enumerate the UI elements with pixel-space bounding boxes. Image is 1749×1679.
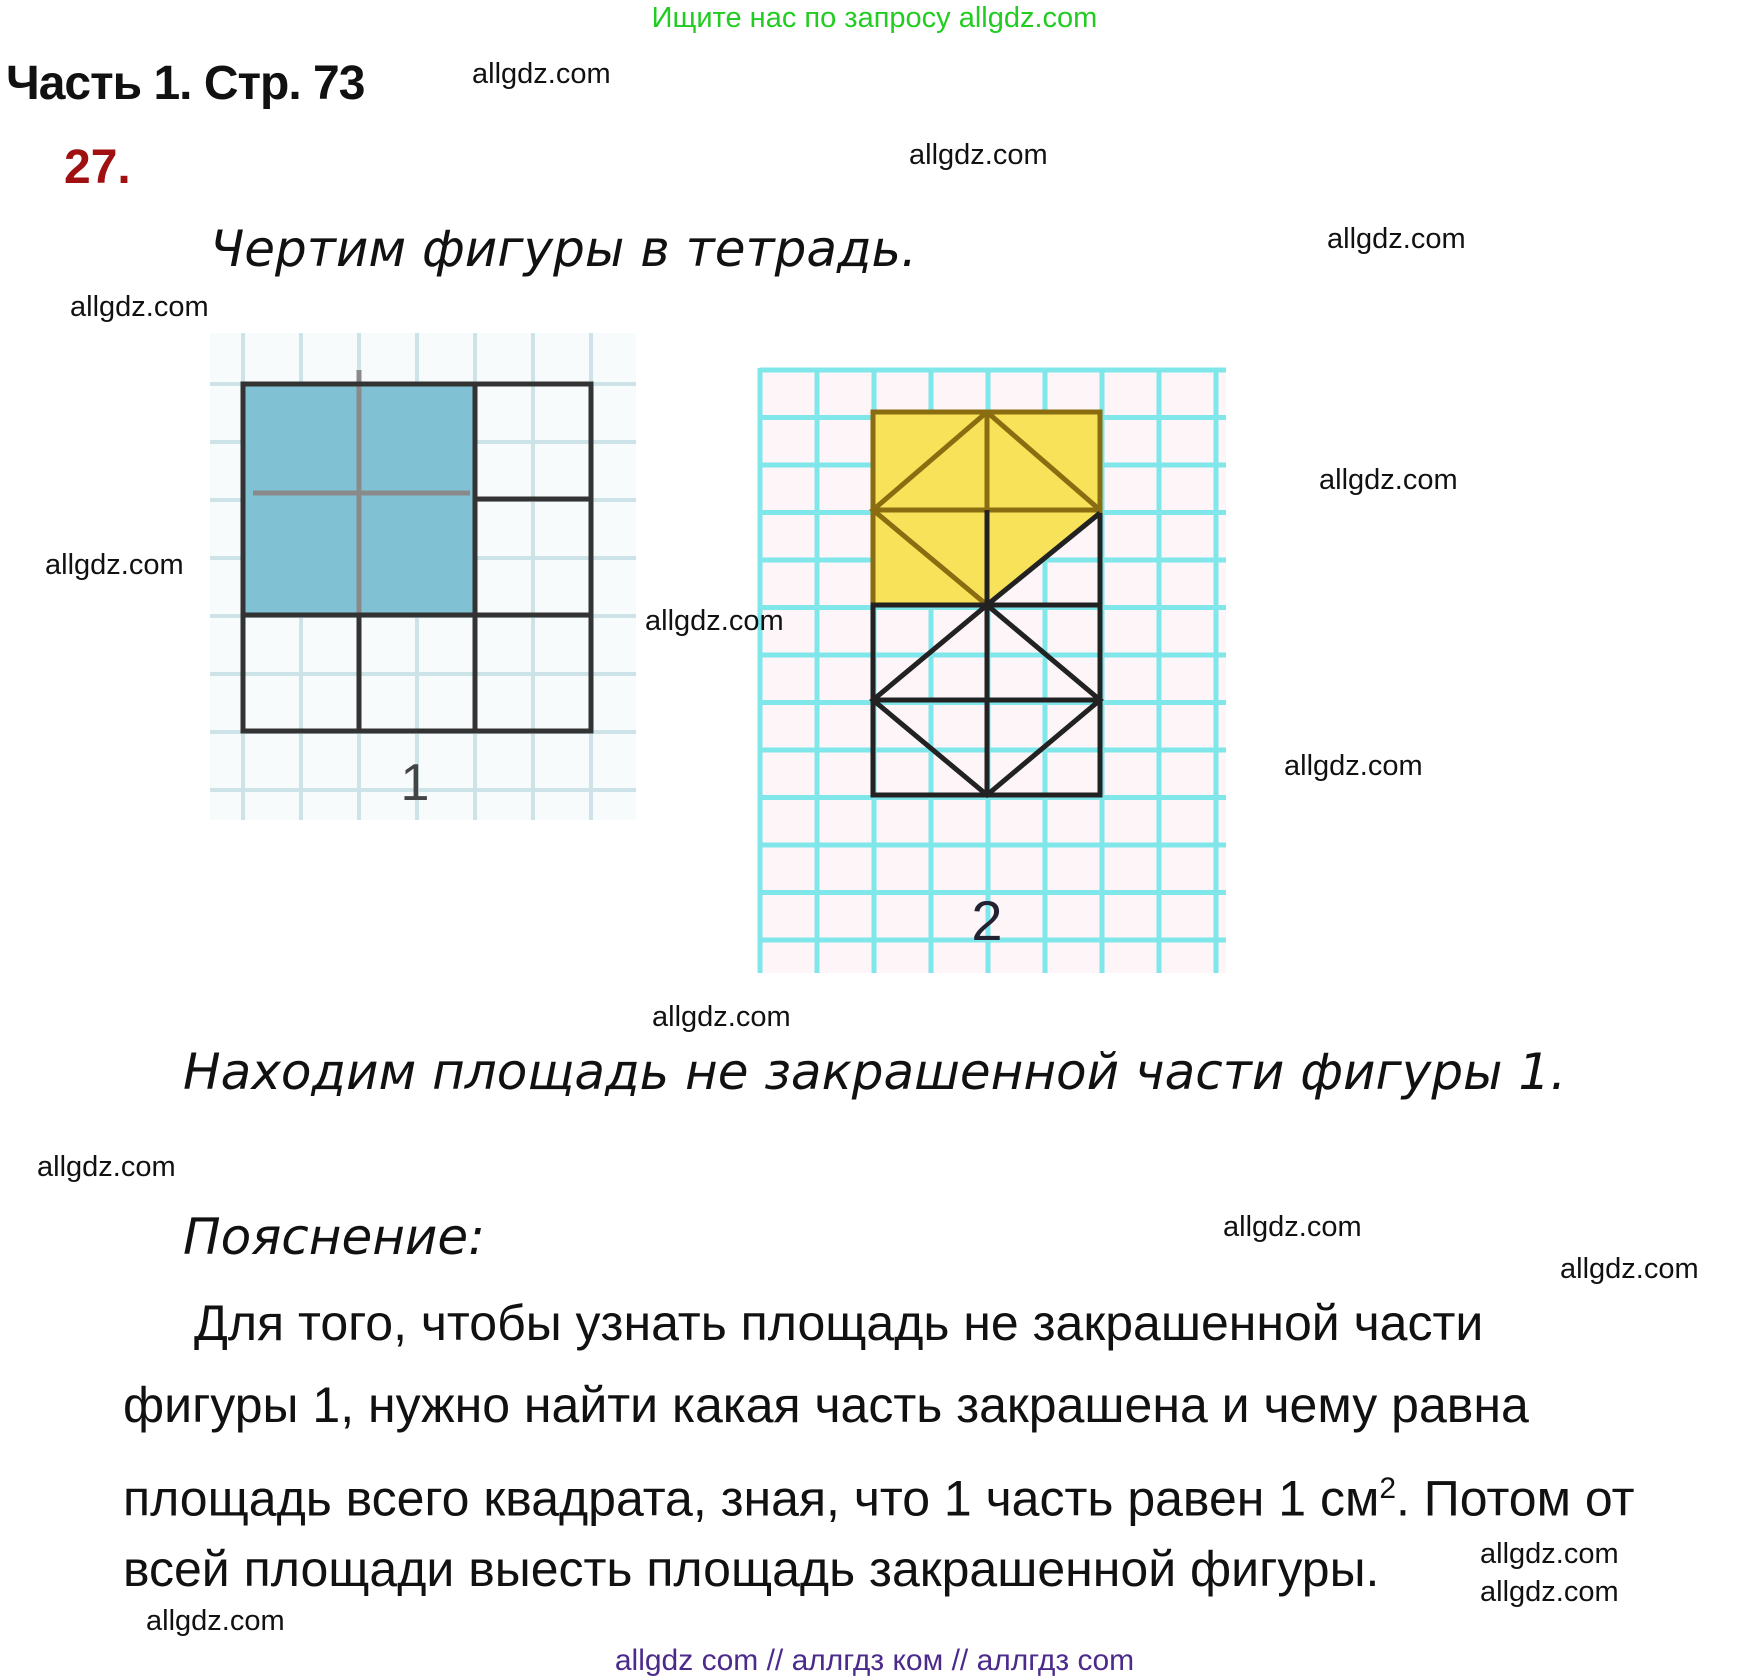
watermark: allgdz.com xyxy=(37,1151,176,1183)
watermark: allgdz.com xyxy=(1480,1576,1619,1608)
explanation-line-4: всей площади выесть площадь закрашенной фигуры. xyxy=(123,1541,1380,1597)
figure-2-label: 2 xyxy=(971,889,1003,952)
watermark: allgdz.com xyxy=(70,291,209,323)
top-banner-link[interactable]: Ищите нас по запросу allgdz.com xyxy=(651,2,1098,34)
explanation-title: Пояснение: xyxy=(183,1208,486,1266)
watermark: allgdz.com xyxy=(1560,1253,1699,1285)
watermark: allgdz.com xyxy=(909,139,1048,171)
superscript: 2 xyxy=(1379,1472,1397,1505)
instruction-text: Чертим фигуры в тетрадь. xyxy=(210,220,917,278)
explanation-line-3 xyxy=(123,1459,1634,1529)
line-3-text: площадь всего квадрата, зная, что 1 часть равен 1 см xyxy=(123,1470,1380,1527)
figure-1-label: 1 xyxy=(400,754,430,812)
watermark: allgdz.com xyxy=(1327,223,1466,255)
watermark: allgdz.com xyxy=(472,58,611,90)
watermark: allgdz.com xyxy=(146,1605,285,1637)
watermark: allgdz.com xyxy=(1319,464,1458,496)
line-3-end: . Потом от xyxy=(1396,1470,1635,1527)
step-text: Находим площадь не закрашенной части фигуры 1. xyxy=(183,1043,1567,1101)
explanation-line-2: фигуры 1, нужно найти какая часть закрашена и чему равна xyxy=(123,1377,1529,1433)
watermark: allgdz.com xyxy=(45,549,184,581)
watermark: allgdz.com xyxy=(1480,1538,1619,1570)
page-heading: Часть 1. Стр. 73 xyxy=(6,57,365,110)
task-number: 27. xyxy=(64,141,131,194)
watermark: allgdz.com xyxy=(652,1001,791,1033)
watermark: allgdz.com xyxy=(645,605,784,637)
explanation-line-1: Для того, чтобы узнать площадь не закрашенной части xyxy=(194,1295,1484,1351)
watermark: allgdz.com xyxy=(1223,1211,1362,1243)
figure-1 xyxy=(210,333,636,820)
figure-2 xyxy=(760,368,1226,973)
watermark: allgdz.com xyxy=(1284,750,1423,782)
footer-links[interactable]: allgdz com // аллгдз ком // аллгдз com xyxy=(614,1644,1135,1677)
